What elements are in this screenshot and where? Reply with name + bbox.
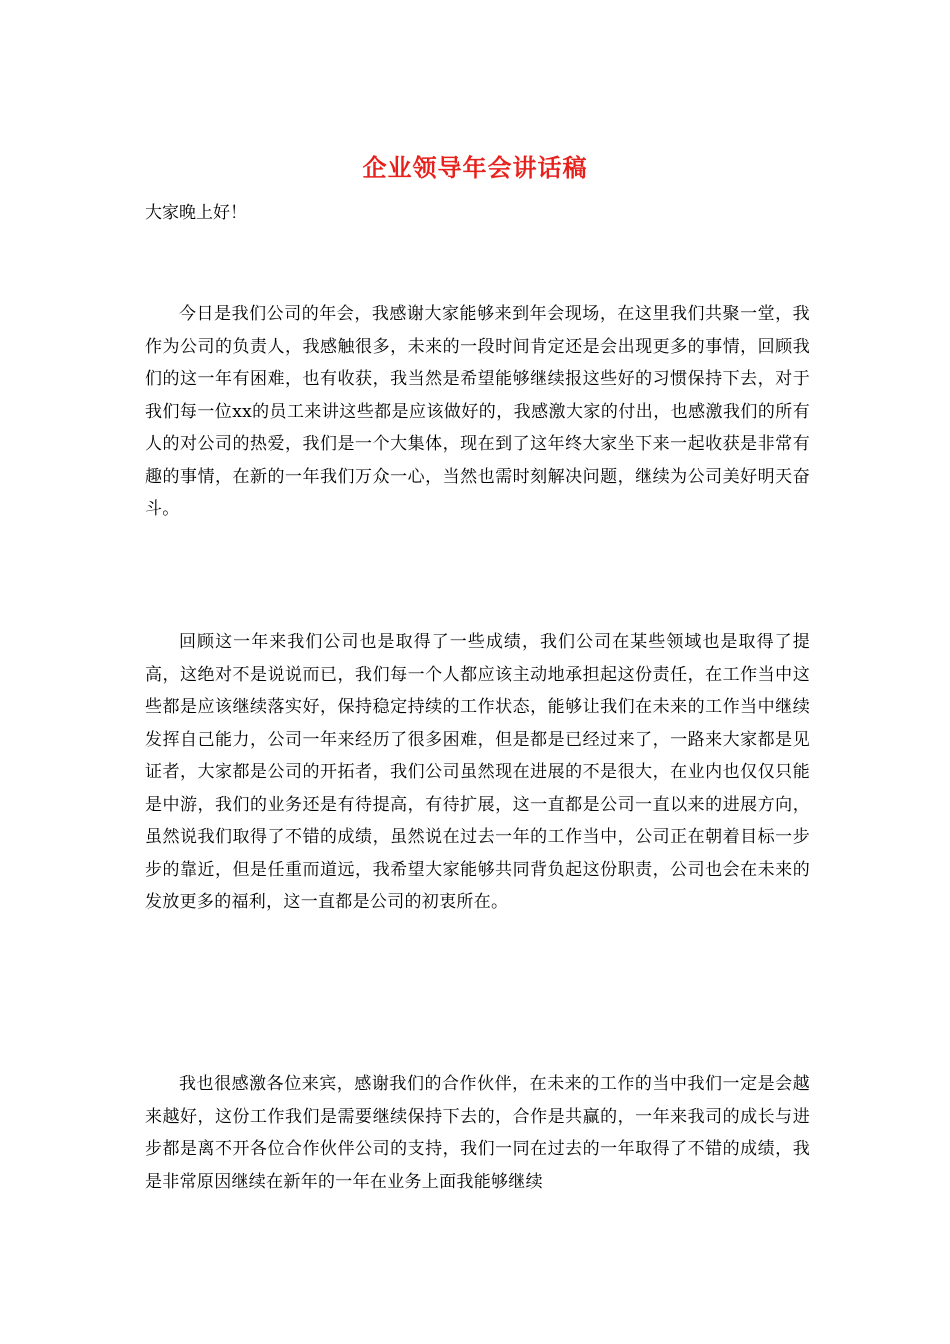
paragraph-2: 回顾这一年来我们公司也是取得了一些成绩，我们公司在某些领域也是取得了提高，这绝对不是说说而已，我们每一个人都应该主动地承担起这份责任，在工作当中这些都是应该继续落实好，保持稳定持续的工作状态，能够让我们在未来的工作当中继续发挥自己能力，公司一年来经历了很多困难，但是都是已经过来了，一路来大家都是见证者，大家都是公司的开拓者，我们公司虽然现在进展的不是很大，在业内也仅仅只能是中游，我们的业务还是有待提高，有待扩展，这一直都是公司一直以来的进展方向，虽然说我们取得了不错的成绩，虽然说在过去一年的工作当中，公司正在朝着目标一步步的靠近，但是任重而道远，我希望大家能够共同背负起这份职责，公司也会在未来的发放更多的福利，这一直都是公司的初衷所在。 [145, 632, 810, 912]
paragraph-3: 我也很感激各位来宾，感谢我们的合作伙伴，在未来的工作的当中我们一定是会越来越好，这份工作我们是需要继续保持下去的，合作是共赢的，一年来我司的成长与进步都是离不开各位合作伙伴公司的支持，我们一同在过去的一年取得了不错的成绩，我是非常原因继续在新年的一年在业务上面我能够继续 [145, 1074, 810, 1192]
paragraph-1: 今日是我们公司的年会，我感谢大家能够来到年会现场，在这里我们共聚一堂，我作为公司的负责人，我感触很多，未来的一段时间肯定还是会出现更多的事情，回顾我们的这一年有困难，也有收获，我当然是希望能够继续报这些好的习惯保持下去，对于我们每一位xx的员工来讲这些都是应该做好的，我感激大家的付出，也感激我们的所有人的对公司的热爱，我们是一个大集体，现在到了这年终大家坐下来一起收获是非常有趣的事情，在新的一年我们万众一心，当然也需时刻解决问题，继续为公司美好明天奋斗。 [145, 304, 810, 519]
document-title: 企业领导年会讲话稿 [362, 153, 588, 182]
greeting-line: 大家晚上好！ [145, 203, 247, 223]
